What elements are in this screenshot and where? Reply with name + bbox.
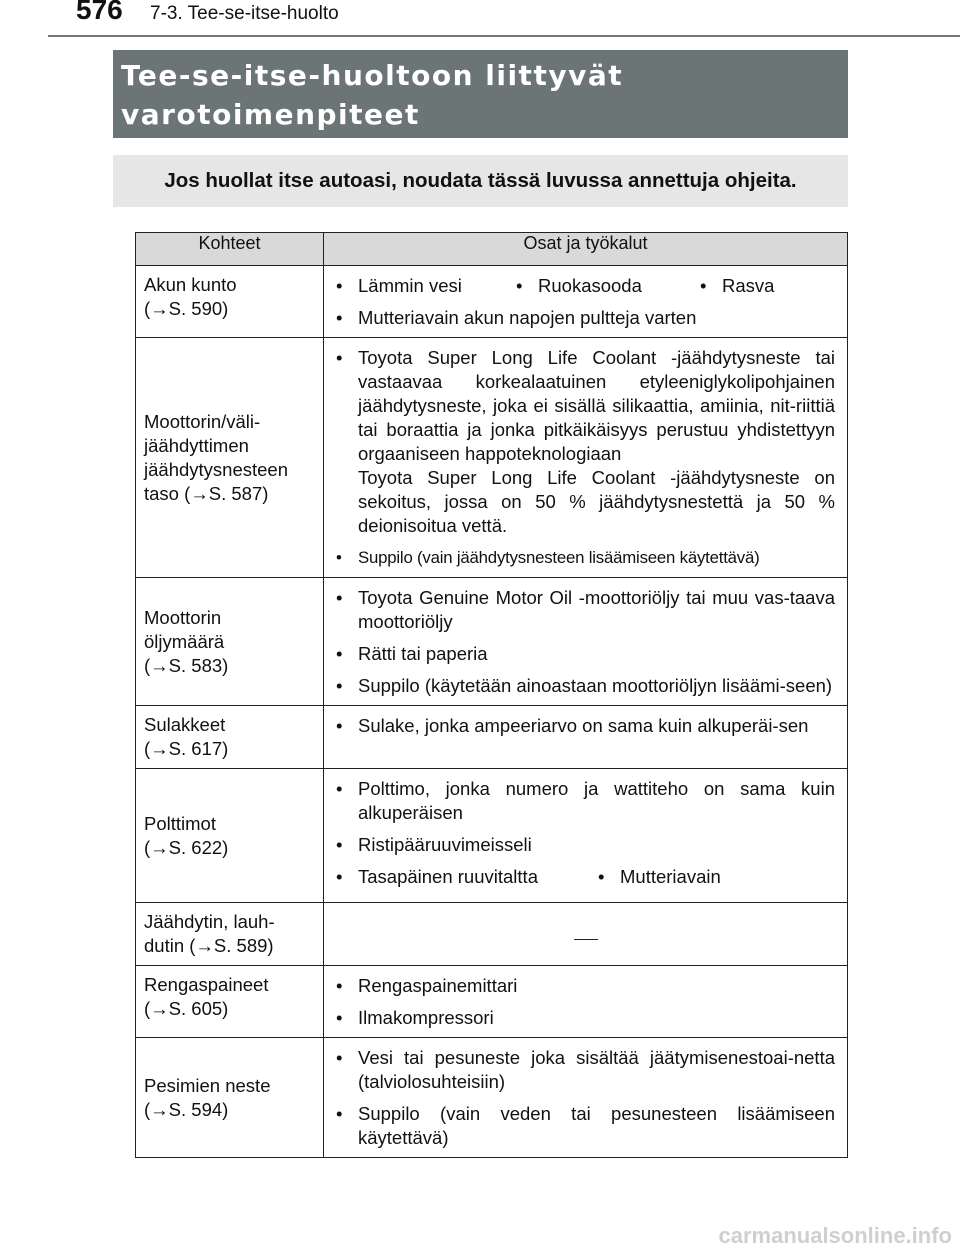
- bullet: • Toyota Genuine Motor Oil -moottoriöljy tai muu vas-taava moottoriöljy: [336, 586, 835, 634]
- bullet: • Mutteriavain akun napojen pultteja varten: [336, 306, 835, 330]
- page-ref: taso (→S. 587): [144, 482, 269, 504]
- item-label: Moottorin/väli-: [144, 410, 261, 432]
- item-cell: [136, 578, 324, 706]
- bullet: • Lämmin vesi: [336, 274, 516, 298]
- item-cell: [136, 903, 324, 966]
- tools-cell: [324, 903, 848, 966]
- item-label: Polttimot: [144, 812, 216, 834]
- item-label: jäähdyttimen: [144, 434, 249, 456]
- item-cell: [136, 966, 324, 1038]
- tools-cell: [324, 578, 848, 706]
- title-line-1: Tee-se-itse-huoltoon liittyvät: [121, 59, 624, 92]
- header-rule: [48, 35, 960, 37]
- item-cell: [136, 706, 324, 769]
- inline-bullets: [336, 274, 835, 298]
- bullet: • Suppilo (käytetään ainoastaan moottoriöljyn lisäämi-seen): [336, 674, 835, 698]
- table-row: [136, 1038, 848, 1158]
- tools-cell: [324, 338, 848, 578]
- bullet-text: • Toyota Super Long Life Coolant -jäähdytysneste tai vastaavaa korkealaatuinen etyleeniglykolipohjainen jäähdytysneste, joka ei sisällä silikaattia, amiinia, nit-riittiä tai boraattia ja jonka pitkäikäisyys perustuu yhdistettyyn orgaaniseen happoteknologiaan: [358, 347, 835, 464]
- item-label: Sulakkeet: [144, 714, 226, 735]
- table-row: [136, 578, 848, 706]
- bullet-subtext: Toyota Super Long Life Coolant -jäähdytysneste on sekoitus, jossa on 50 % jäähdytysnestettä ja 50 % deionisoitua vettä.: [358, 467, 835, 536]
- tools-cell: [324, 966, 848, 1038]
- maintenance-table: [135, 232, 848, 1158]
- table-row: [136, 903, 848, 966]
- empty-dash: [574, 939, 598, 940]
- table-row: [136, 966, 848, 1038]
- bullet: [336, 346, 835, 538]
- tools-cell: [324, 1038, 848, 1158]
- watermark: carmanualsonline.info: [718, 1223, 952, 1248]
- section-header: 7-3. Tee-se-itse-huolto: [150, 3, 339, 24]
- page-ref: (→S. 622): [144, 836, 229, 858]
- item-label: Pesimien neste: [144, 1074, 271, 1096]
- bullet: • Vesi tai pesuneste joka sisältää jäätymisenestoai-netta (talviolosuhteisiin): [336, 1046, 835, 1094]
- header-items: Kohteet: [136, 233, 324, 266]
- inline-bullets: [336, 865, 835, 889]
- table-row: [136, 769, 848, 903]
- item-cell: [136, 266, 324, 338]
- title-line-2: varotoimenpiteet: [121, 98, 420, 131]
- item-label: jäähdytysnesteen: [144, 458, 288, 480]
- item-cell: [136, 1038, 324, 1158]
- page-ref: (→S. 583): [144, 654, 229, 676]
- item-cell: [136, 338, 324, 578]
- bullet: • Polttimo, jonka numero ja wattiteho on sama kuin alkuperäisen: [336, 777, 835, 825]
- intro-box: Jos huollat itse autoasi, noudata tässä luvussa annettuja ohjeita.: [113, 155, 848, 207]
- bullet: • Tasapäinen ruuvitaltta: [336, 865, 598, 889]
- item-label: Akun kunto: [144, 274, 237, 295]
- table-header-row: [136, 233, 848, 266]
- page-ref: dutin (→S. 589): [144, 935, 274, 956]
- bullet: • Suppilo (vain veden tai pesunesteen lisäämiseen käytettävä): [336, 1102, 835, 1150]
- table-row: [136, 266, 848, 338]
- item-label: Jäähdytin, lauh-: [144, 911, 275, 932]
- bullet: • Mutteriavain: [598, 865, 721, 889]
- item-label: öljymäärä: [144, 630, 225, 652]
- bullet: • Rätti tai paperia: [336, 642, 835, 666]
- bullet: • Rengaspainemittari: [336, 974, 835, 998]
- tools-cell: [324, 706, 848, 769]
- page-ref: (→S. 617): [144, 738, 229, 759]
- item-cell: [136, 769, 324, 903]
- page-number: 576: [76, 0, 123, 25]
- header-tools: Osat ja työkalut: [324, 233, 848, 266]
- page-ref: (→S. 605): [144, 998, 229, 1019]
- bullet: • Suppilo (vain jäähdytysnesteen lisäämiseen käytettävä): [336, 546, 835, 570]
- page-ref: (→S. 590): [144, 298, 229, 319]
- item-label: Moottorin: [144, 606, 222, 628]
- bullet: • Sulake, jonka ampeeriarvo on sama kuin alkuperäi-sen: [336, 714, 835, 738]
- bullet: • Ruokasooda: [516, 274, 700, 298]
- table-row: [136, 706, 848, 769]
- bullet: • Ilmakompressori: [336, 1006, 835, 1030]
- item-label: Rengaspaineet: [144, 974, 269, 995]
- page-ref: (→S. 594): [144, 1098, 229, 1120]
- tools-cell: [324, 769, 848, 903]
- table-row: [136, 338, 848, 578]
- bullet: • Ristipääruuvimeisseli: [336, 833, 835, 857]
- tools-cell: [324, 266, 848, 338]
- section-title: [113, 50, 848, 138]
- bullet: • Rasva: [700, 274, 774, 298]
